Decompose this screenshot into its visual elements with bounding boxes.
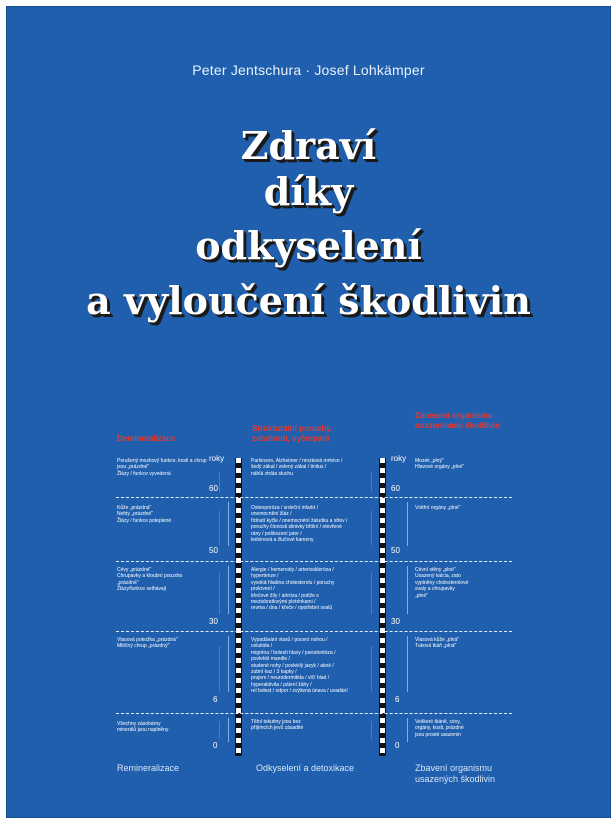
row4-right-text: Vlasová kůže „plná" Tuková tkáň „plná" (415, 637, 460, 650)
row1-middle-text: Parkinson, Alzheimer / mozková mrtvice / šedý zákal / zelený zákal / tinitus / náhlá ztráta sluchu (251, 458, 343, 477)
book-cover (6, 6, 611, 818)
arrow-down (407, 502, 408, 546)
row2-right-text: Vnitřní orgány „plné" (415, 505, 461, 511)
arrow-up (371, 472, 372, 492)
row-divider (116, 561, 512, 562)
row3-middle-text: Alergie / hemeroidy / arterioskleróza / hypertenze / vysoká hladina cholesterolu / poruchy prokrvení / křečové žíly / artróza / potíže s meziobratlovými ploténkami / revma / dna / křeče / opotřební svalů (251, 567, 335, 612)
arrow-down (407, 718, 408, 742)
arrow-down (228, 566, 229, 614)
arrow-up (371, 572, 372, 614)
footer-left: Remineralizace (117, 763, 180, 773)
ruler-right (379, 458, 386, 756)
scale-label-0-right: 0 (395, 741, 400, 750)
authors: Peter Jentschura · Josef Lohkämper (192, 62, 425, 78)
scale-label-50: 50 (209, 546, 218, 555)
arrow-up (219, 511, 220, 545)
arrow-down (228, 718, 229, 742)
scale-label-50-right: 50 (391, 546, 400, 555)
row4-left-text: Vlasová pokožka „prázdná" Mléčný chrup „prázdný" (117, 637, 178, 650)
row3-left-text: Cévy „prázdné" Chrupavky a kloubní pouzdra „prázdné" Žlázy/funkce selhávají (117, 567, 183, 593)
ruler-left (235, 458, 242, 756)
title-line-1: Zdraví (240, 123, 377, 168)
title-line-4: a vyloučení škodlivin (86, 278, 531, 323)
arrow-up (219, 721, 220, 739)
arrow-up (219, 572, 220, 614)
arrow-up (219, 472, 220, 492)
row4-middle-text: Vypadávání vlasů / pocení nohou / celuitida / migréna / bolesti hlavy / parodontóza / povleklé mandle / studené nohy / povleklý jazyk / akné / zubní kaz / 3 kapky / prujem / neurodermitida / vlčí hlad / hyperaktivita / pálení žáhy / rel bolest / odpor / zvýšená únava / uvadání (251, 637, 348, 695)
arrow-down (407, 636, 408, 692)
row1-right-text: Mozek „plný" Hlavové orgány „plné" (415, 458, 465, 471)
header-middle: Strukturální poruchy, zatuhnutí, vyčerpání (252, 424, 333, 443)
scale-label-6-right: 6 (395, 695, 400, 704)
footer-right: Zbavení organismu usazených škodlivin (415, 763, 496, 784)
arrow-down (407, 566, 408, 614)
arrow-down (228, 502, 229, 546)
row1-left-text: Porušený mozkový funkce, kosti a chrup jsou „prázdné" Žlázy / funkce vyvedená (117, 458, 207, 477)
scale-label-6: 6 (213, 695, 218, 704)
row5-middle-text: Tělní tekutiny jsou bez příjímcích jevů zásadité (251, 719, 304, 732)
row2-left-text: Kůže „prázdná" Nehty „prázdné" Žlázy / funkce poteplené (117, 505, 172, 524)
row2-middle-text: Osteoporóza / srdeční infarkt / onemocnění žláz / řídnutí kyčle / onemocnění žaludku a střev / poruchy činnosti slinivky břišní / otevřené rány / poškození jater / ledvinová a žlučové kameny (251, 505, 348, 544)
header-left: Demineralizace (117, 434, 176, 443)
arrow-up (371, 511, 372, 545)
header-right: Zanesení organismu usazeninami škodlivin (415, 411, 500, 430)
title-line-2: díky (263, 169, 354, 214)
row3-right-text: Cévní stěny „plné" Usazený kalcia, zato vyplněny cholesterolové svaly a chrupavky „plné" (415, 567, 469, 599)
scale-unit-right: roky (391, 454, 407, 463)
footer-middle: Odkyselení a detoxikace (256, 763, 355, 773)
row-divider (116, 497, 512, 498)
row-divider (116, 631, 512, 632)
arrow-up (371, 646, 372, 692)
scale-label-0: 0 (213, 741, 218, 750)
title-line-3: odkyselení (195, 223, 422, 268)
row5-left-text: Všechny zásobárny minerálů jsou naplněny (117, 721, 169, 734)
scale-label-60-right: 60 (391, 484, 400, 493)
scale-label-30: 30 (209, 617, 218, 626)
scale-label-60: 60 (209, 484, 218, 493)
arrow-up (371, 721, 372, 739)
scale-label-30-right: 30 (391, 617, 400, 626)
row-divider (116, 713, 512, 714)
arrow-up (219, 646, 220, 692)
arrow-down (228, 636, 229, 692)
scale-unit-left: roky (209, 454, 225, 463)
row5-right-text: Veškeré tkáně, cévy, orgány, kosti, prázdné jsou prosté usazenin (415, 719, 464, 738)
